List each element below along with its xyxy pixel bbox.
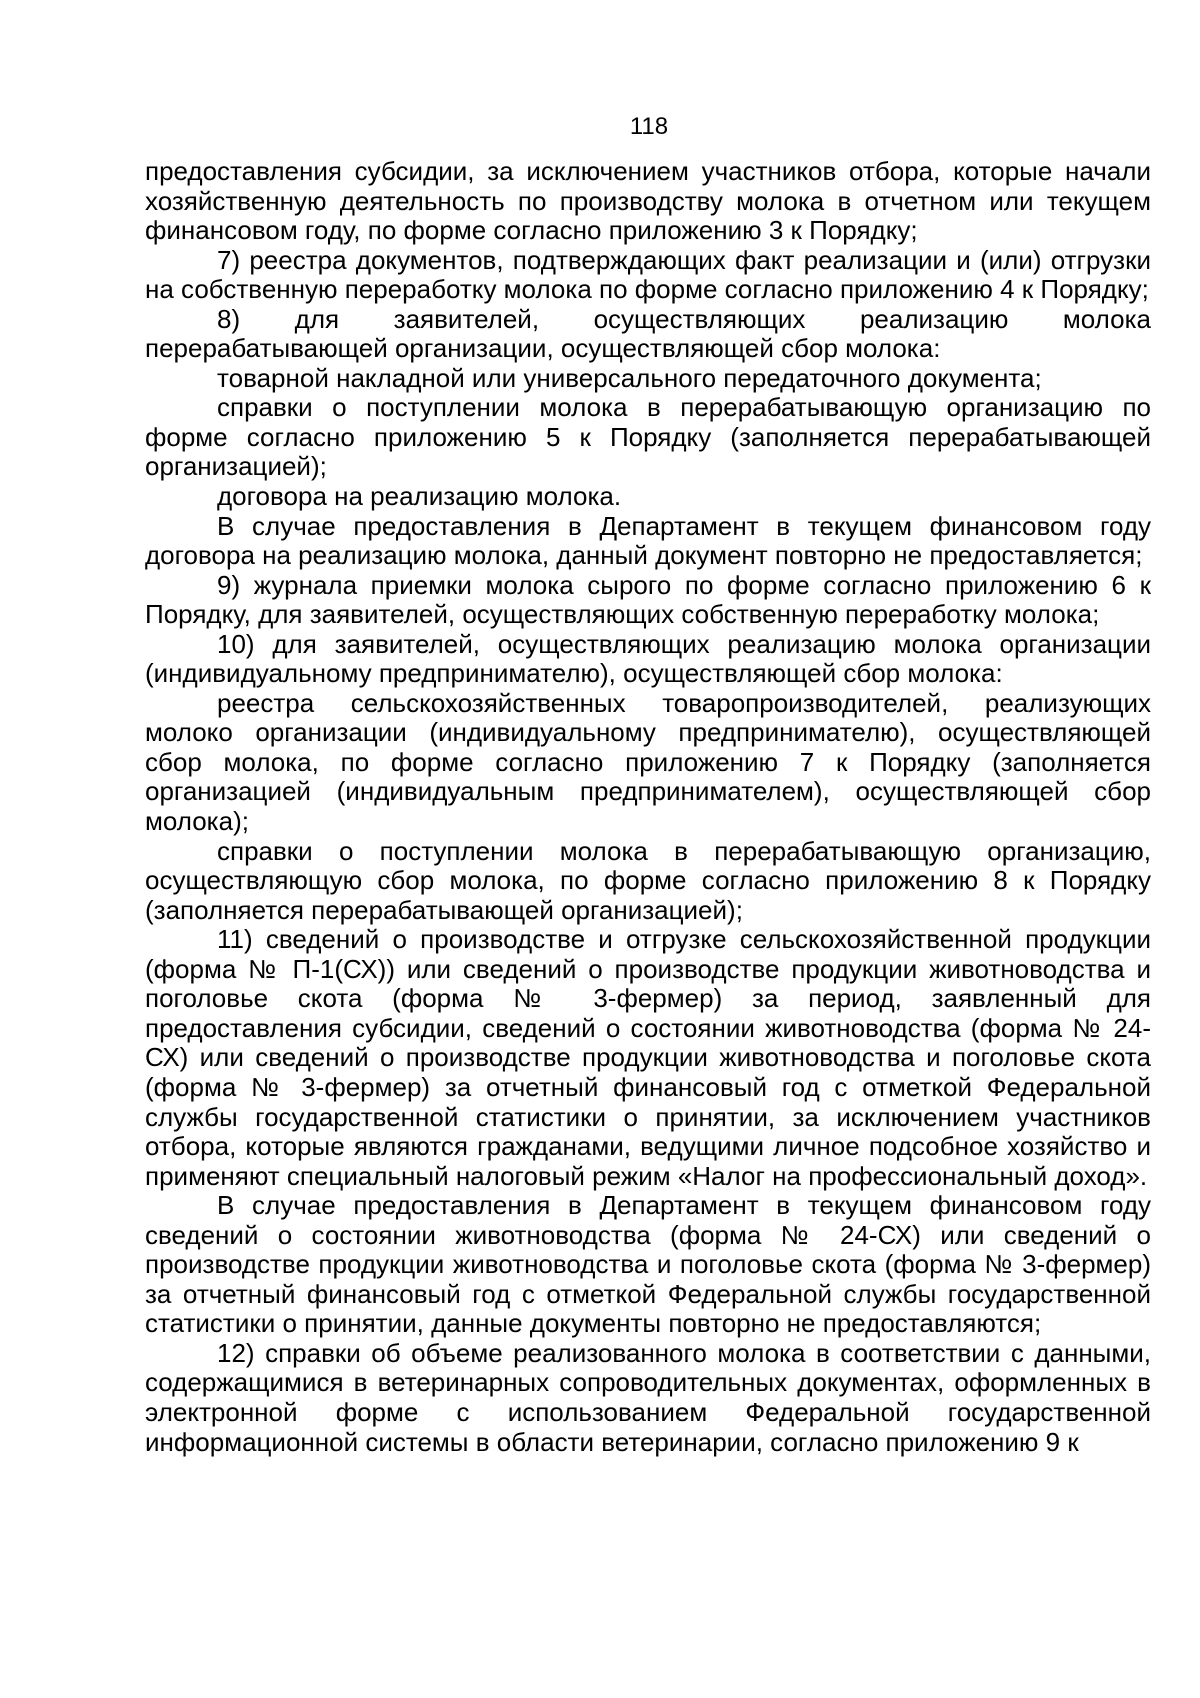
paragraph: договора на реализацию молока.: [217, 481, 622, 512]
paragraph: справки о поступлении молока в перерабатывающую организацию по форме согласно приложению 5 к Порядку (заполняется перерабатывающей организацией);: [145, 392, 1151, 482]
paragraph: товарной накладной или универсального передаточного документа;: [217, 362, 1042, 393]
page-number: 118: [629, 113, 669, 140]
paragraph: справки о поступлении молока в перерабатывающую организацию, осуществляющую сбор молока, по форме согласно приложению 8 к Порядку (заполняется перерабатывающей организацией);: [145, 835, 1151, 925]
paragraph: реестра сельскохозяйственных товаропроизводителей, реализующих молоко организации (индивидуальному предпринимателю), осуществляющей сбор молока, по форме согласно приложению 7 к Порядку (заполняется организацией (индивидуальным предпринимателем), осуществляющей сбор молока);: [145, 687, 1151, 837]
paragraph: 9) журнала приемки молока сырого по форме согласно приложению 6 к Порядку, для заявителей, осуществляющих собственную переработку молока;: [145, 569, 1151, 630]
paragraph: В случае предоставления в Департамент в текущем финансовом году договора на реализацию молока, данный документ повторно не предоставляется;: [145, 510, 1151, 571]
paragraph: предоставления субсидии, за исключением участников отбора, которые начали хозяйственную деятельность по производству молока в отчетном или текущем финансовом году, по форме согласно приложению 3 к Порядку;: [145, 156, 1151, 246]
paragraph: 8) для заявителей, осуществляющих реализацию молока перерабатывающей организации, осуществляющей сбор молока:: [145, 303, 1151, 364]
paragraph: 7) реестра документов, подтверждающих факт реализации и (или) отгрузки на собственную переработку молока по форме согласно приложению 4 к Порядку;: [145, 244, 1151, 305]
paragraph: 12) справки об объеме реализованного молока в соответствии с данными, содержащимися в ветеринарных сопроводительных документах, оформленных в электронной форме с использованием Федеральной государственной информационной системы в области ветеринарии, согласно приложению 9 к: [145, 1337, 1151, 1457]
document-body: [145, 157, 1151, 1457]
paragraph: В случае предоставления в Департамент в текущем финансовом году сведений о состоянии животноводства (форма № 24-СХ) или сведений о производстве продукции животноводства и поголовье скота (форма № 3-фермер) за отчетный финансовый год с отметкой Федеральной службы государственной статистики о принятии, данные документы повторно не предоставляются;: [145, 1190, 1151, 1339]
paragraph: 11) сведений о производстве и отгрузке сельскохозяйственной продукции (форма № П-1(СХ)) или сведений о производстве продукции животноводства и поголовье скота (форма № 3-фермер) за период, заявленный для предоставления субсидии, сведений о состоянии животноводства (форма № 24-СХ) или сведений о производстве продукции животноводства и поголовье скота (форма № 3-фермер) за отчетный финансовый год с отметкой Федеральной службы государственной статистики о принятии, за исключением участников отбора, которые являются гражданами, ведущими личное подсобное хозяйство и применяют специальный налоговый режим «Налог на профессиональный доход».: [145, 924, 1151, 1191]
paragraph: 10) для заявителей, осуществляющих реализацию молока организации (индивидуальному предпринимателю), осуществляющей сбор молока:: [145, 628, 1151, 689]
